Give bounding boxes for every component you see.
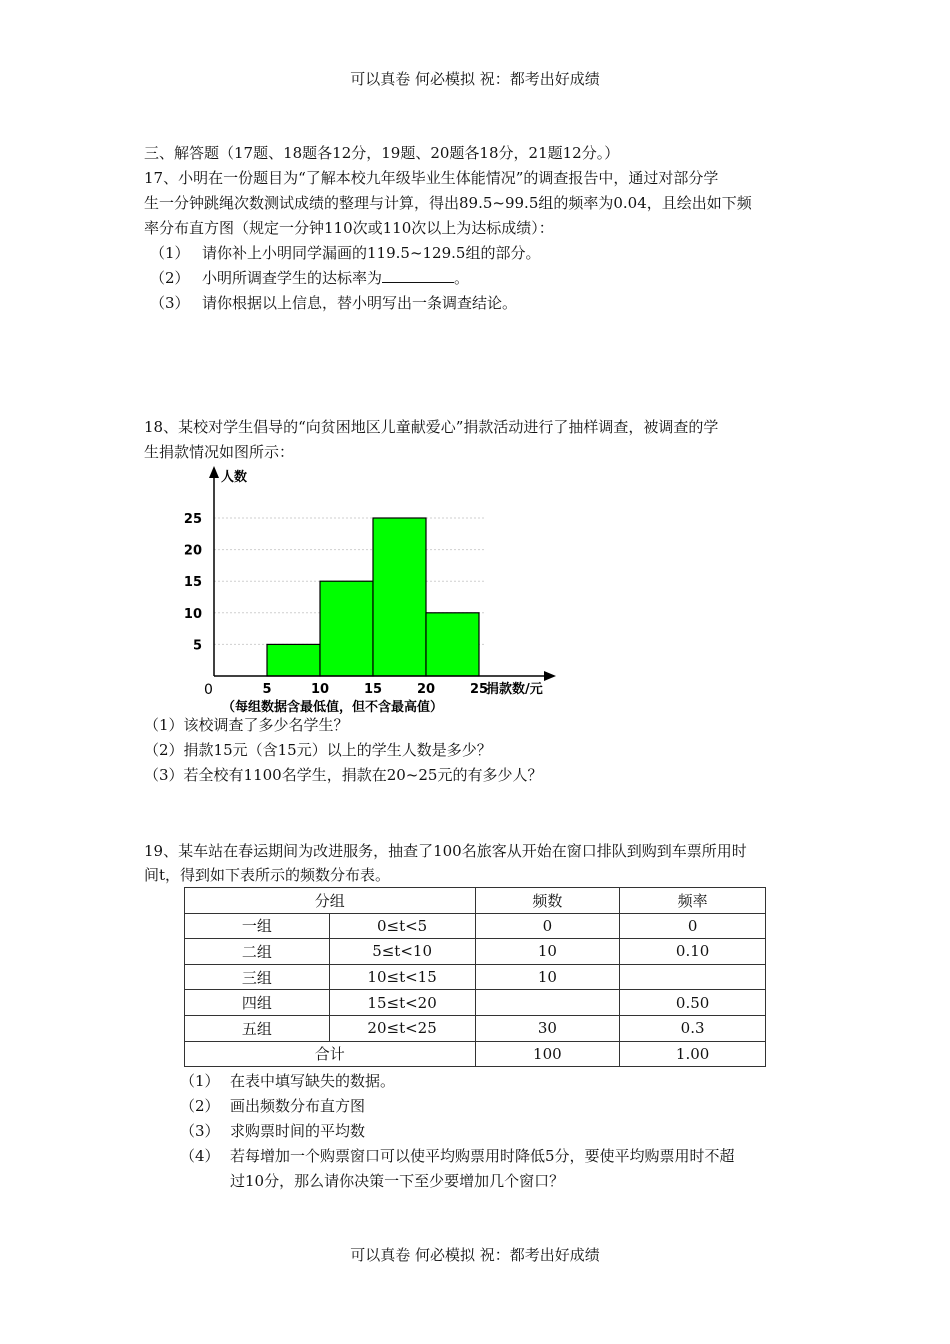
q19-item-3-text: 求购票时间的平均数 (230, 1122, 366, 1140)
q19-item-1-num: （1） (180, 1072, 220, 1090)
q18-line-1: 18、某校对学生倡导的“向贫困地区儿童献爱心”捐款活动进行了抽样调查，被调查的学 (144, 418, 719, 436)
group-rate[interactable]: 0.50 (620, 990, 766, 1016)
page-header: 可以真卷 何必模拟 祝：都考出好成绩 (350, 70, 600, 88)
q17-line-1: 17、小明在一份题目为“了解本校九年级毕业生体能情况”的调查报告中，通过对部分学 (144, 169, 719, 187)
group-range: 5≤t<10 (329, 939, 475, 965)
group-count[interactable] (475, 990, 620, 1016)
q18-item-2: （2）捐款15元（含15元）以上的学生人数是多少？ (144, 741, 492, 759)
histogram-bar (426, 613, 479, 676)
q19-item-2-text: 画出频数分布直方图 (230, 1097, 366, 1115)
x-tick-label: 20 (416, 682, 436, 697)
x-tick-label: 25 (469, 682, 489, 697)
group-count[interactable]: 10 (475, 964, 620, 990)
group-range: 0≤t<5 (329, 913, 475, 939)
q17-item-2-text: 小明所调查学生的达标率为 (202, 269, 383, 287)
x-tick-label: 15 (363, 682, 383, 697)
group-name: 二组 (185, 939, 330, 965)
q17-item-2 (202, 267, 469, 289)
q17-item-1-num: （1） (150, 244, 190, 262)
table-row (185, 1015, 766, 1041)
group-count[interactable]: 30 (475, 1015, 620, 1041)
group-range: 10≤t<15 (329, 964, 475, 990)
q17-item-3-num: （3） (150, 294, 190, 312)
total-rate: 1.00 (620, 1041, 766, 1067)
q19-line-1: 19、某车站在春运期间为改进服务，抽查了100名旅客从开始在窗口排队到购到车票所用时 (144, 842, 747, 860)
group-range: 15≤t<20 (329, 990, 475, 1016)
q17-item-1-text: 请你补上小明同学漏画的119.5~129.5组的部分。 (202, 244, 541, 262)
y-axis-label: 人数 (221, 470, 248, 485)
y-tick-label: 25 (183, 512, 202, 527)
frequency-table (184, 887, 766, 1067)
q19-item-4-text: 若每增加一个购票窗口可以使平均购票用时降低5分，要使平均购票用时不超 (230, 1147, 735, 1165)
y-tick-label: 20 (183, 543, 202, 559)
q19-item-3-num: （3） (180, 1122, 220, 1140)
q18-item-3: （3）若全校有1100名学生，捐款在20~25元的有多少人？ (144, 766, 543, 784)
table-row (185, 913, 766, 939)
group-name: 三组 (185, 964, 330, 990)
histogram-bar (373, 518, 426, 676)
q18-line-2: 生捐款情况如图所示： (144, 443, 295, 461)
chart-bars (267, 518, 479, 676)
group-name: 四组 (185, 990, 330, 1016)
x-tick-label: 10 (310, 682, 330, 697)
group-rate[interactable]: 0 (620, 913, 766, 939)
y-tick-label: 5 (192, 638, 202, 654)
group-count[interactable]: 10 (475, 939, 620, 965)
chart-note: （每组数据含最低值，但不含最高值） (222, 700, 444, 715)
group-count[interactable]: 0 (475, 913, 620, 939)
table-row (185, 939, 766, 965)
header-rate: 频率 (620, 888, 766, 914)
q19-item-4-num: （4） (180, 1147, 220, 1165)
q19-item-2-num: （2） (180, 1097, 220, 1115)
section-title: 三、解答题（17题、18题各12分，19题、20题各18分，21题12分。） (144, 144, 620, 162)
q17-item-3-text: 请你根据以上信息，替小明写出一条调查结论。 (202, 294, 518, 312)
donation-histogram (0, 460, 950, 720)
q19-item-4-text-cont: 过10分，那么请你决策一下至少要增加几个窗口？ (230, 1172, 565, 1190)
x-tick-label: 5 (262, 682, 272, 697)
x-axis-label: 捐款数/元 (486, 682, 543, 697)
table-header-row (185, 888, 766, 914)
q19-line-2: 间t，得到如下表所示的频数分布表。 (144, 866, 391, 884)
q17-line-2: 生一分钟跳绳次数测试成绩的整理与计算，得出89.5~99.5组的频率为0.04，且绘出如下频 (144, 194, 752, 212)
y-axis-arrow-icon (209, 466, 219, 478)
header-group: 分组 (185, 888, 476, 914)
group-name: 五组 (185, 1015, 330, 1041)
page-footer: 可以真卷 何必模拟 祝：都考出好成绩 (350, 1246, 600, 1264)
x-axis-arrow-icon (544, 671, 556, 681)
group-name: 一组 (185, 913, 330, 939)
histogram-bar (320, 581, 373, 676)
q17-item-2-num: （2） (150, 269, 190, 287)
q18-item-1: （1）该校调查了多少名学生？ (144, 716, 349, 734)
header-frequency: 频数 (475, 888, 620, 914)
table-row (185, 964, 766, 990)
origin-label: 0 (204, 682, 213, 698)
group-rate[interactable]: 0.10 (620, 939, 766, 965)
table-row (185, 990, 766, 1016)
q17-item-2-end: 。 (454, 269, 470, 287)
total-count: 100 (475, 1041, 620, 1067)
table-total-row (185, 1041, 766, 1067)
group-rate[interactable]: 0.3 (620, 1015, 766, 1041)
histogram-bar (267, 644, 320, 676)
q19-item-1-text: 在表中填写缺失的数据。 (230, 1072, 396, 1090)
answer-blank[interactable] (382, 268, 454, 283)
total-label: 合计 (185, 1041, 476, 1067)
group-rate[interactable] (620, 964, 766, 990)
y-tick-label: 15 (183, 575, 202, 591)
y-tick-label: 10 (183, 606, 202, 622)
q17-line-3: 率分布直方图（规定一分钟110次或110次以上为达标成绩）： (144, 219, 554, 237)
group-range: 20≤t<25 (329, 1015, 475, 1041)
